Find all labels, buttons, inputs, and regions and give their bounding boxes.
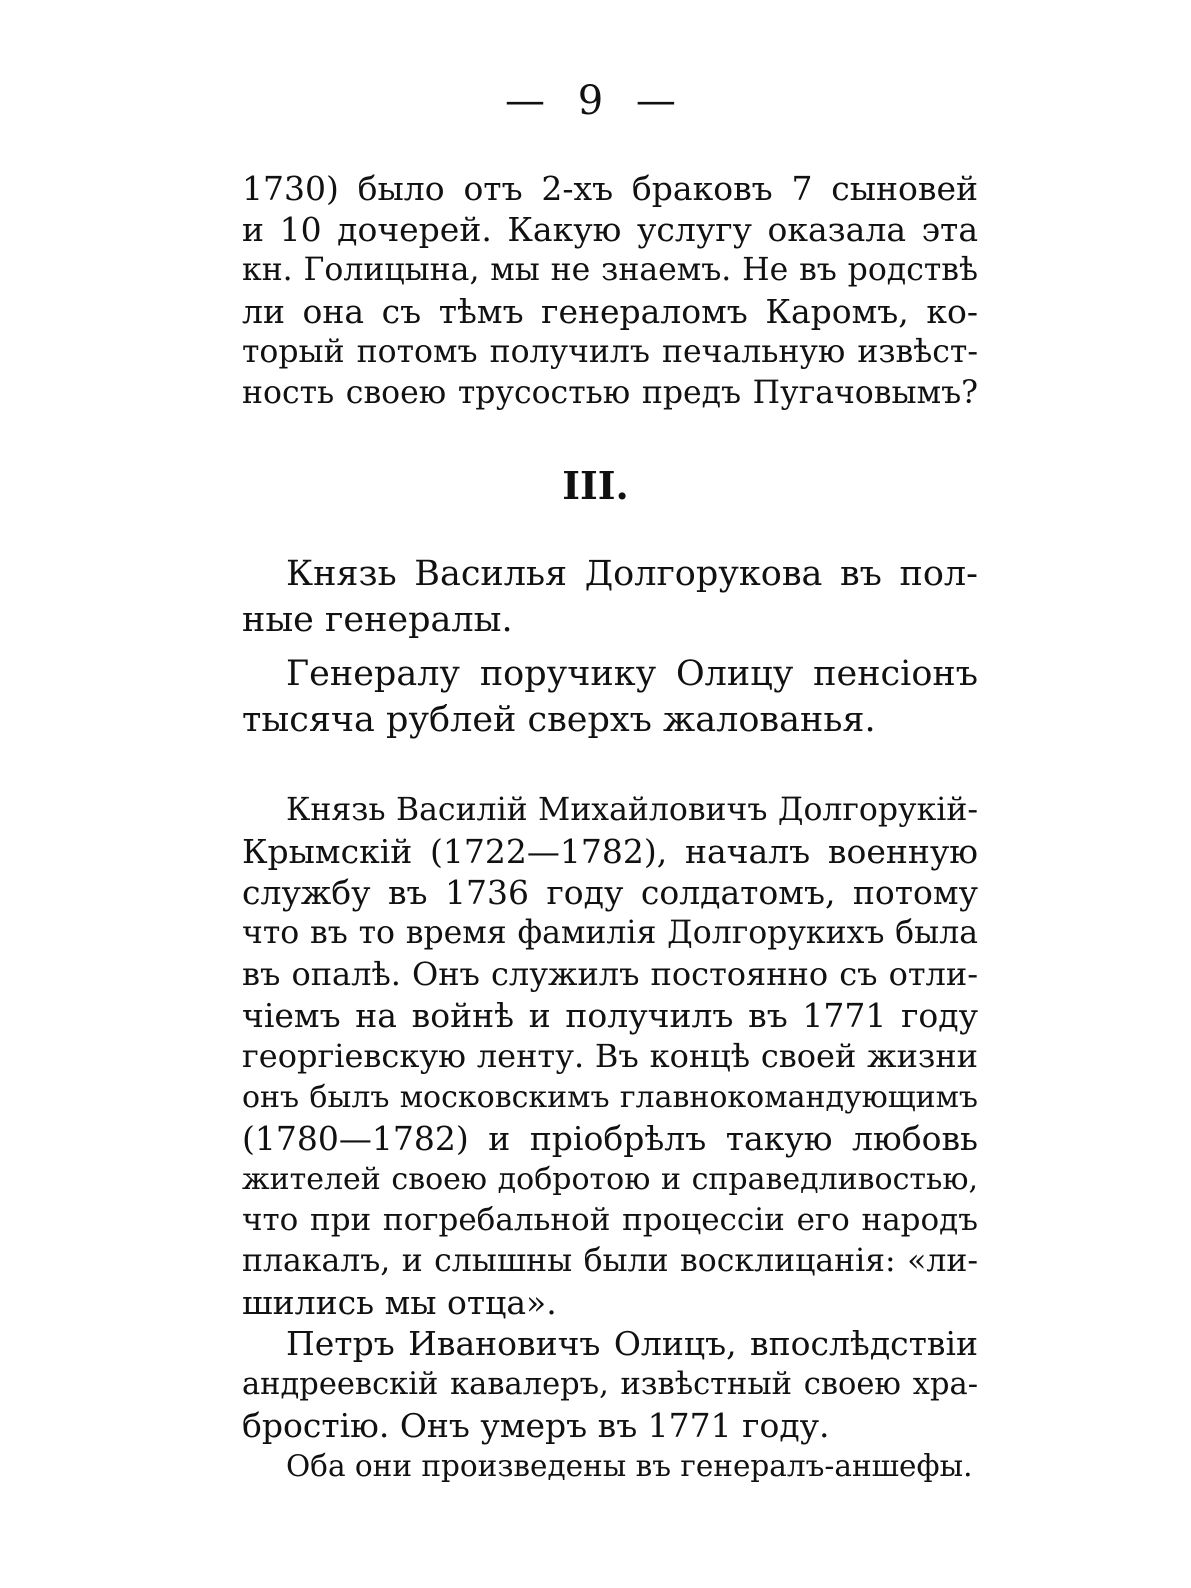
text-line: и 10 дочерей. Какую услугу оказала эта <box>242 210 978 249</box>
text-line: ные генералы. <box>242 600 513 640</box>
commentary <box>242 790 978 1487</box>
decree-text <box>242 551 978 743</box>
text-line: Князь Василій Михайловичъ Долгорукій- <box>286 792 978 828</box>
text-line: плакалъ, и слышны были восклицанія: «ли- <box>242 1243 978 1279</box>
text-line: онъ былъ московскимъ главнокомандующимъ <box>242 1080 978 1115</box>
text-line: Крымскій (1722—1782), началъ военную <box>242 832 978 871</box>
text-line: (1780—1782) и пріобрѣлъ такую любовь <box>242 1119 978 1158</box>
text-line: торый потомъ получилъ печальную извѣст- <box>242 334 978 370</box>
text-line: георгіевскую ленту. Въ концѣ своей жизни <box>242 1037 978 1075</box>
page-number: — 9 — <box>505 78 686 124</box>
text-line: что при погребальной процессіи его народъ <box>242 1202 978 1238</box>
opening-paragraph <box>242 168 978 414</box>
text-line: Князь Василья Долгорукова въ пол- <box>286 554 978 594</box>
text-line: службу въ 1736 году солдатомъ, потому <box>242 873 978 912</box>
text-line: ность своею трусостью предъ Пугачовымъ? <box>242 375 978 411</box>
section-heading: III. <box>562 463 629 508</box>
text-line: что въ то время фамилія Долгорукихъ была <box>242 915 978 951</box>
text-line: андреевскій кавалеръ, извѣстный своею хра- <box>242 1367 978 1402</box>
text-line: тысяча рублей сверхъ жалованья. <box>242 700 876 740</box>
text-line: чіемъ на войнѣ и получилъ въ 1771 году <box>242 996 978 1035</box>
text-line: Петръ Ивановичъ Олицъ, впослѣдствіи <box>286 1324 978 1363</box>
text-line: 1730) было отъ 2-хъ браковъ 7 сыновей <box>242 169 978 208</box>
text-line: Генералу поручику Олицу пенсіонъ <box>286 654 978 694</box>
text-line: шились мы отца». <box>242 1283 557 1322</box>
text-line: кн. Голицына, мы не знаемъ. Не въ родствѣ <box>242 252 978 288</box>
text-line: бростію. Онъ умеръ въ 1771 году. <box>242 1406 830 1445</box>
text-line: жителей своею добротою и справедливостью, <box>242 1162 978 1197</box>
text-line: въ опалѣ. Онъ служилъ постоянно съ отли- <box>242 955 978 993</box>
text-line: Оба они произведены въ генералъ-аншефы. <box>286 1449 973 1483</box>
text-line: ли она съ тѣмъ генераломъ Каромъ, ко- <box>242 292 978 331</box>
